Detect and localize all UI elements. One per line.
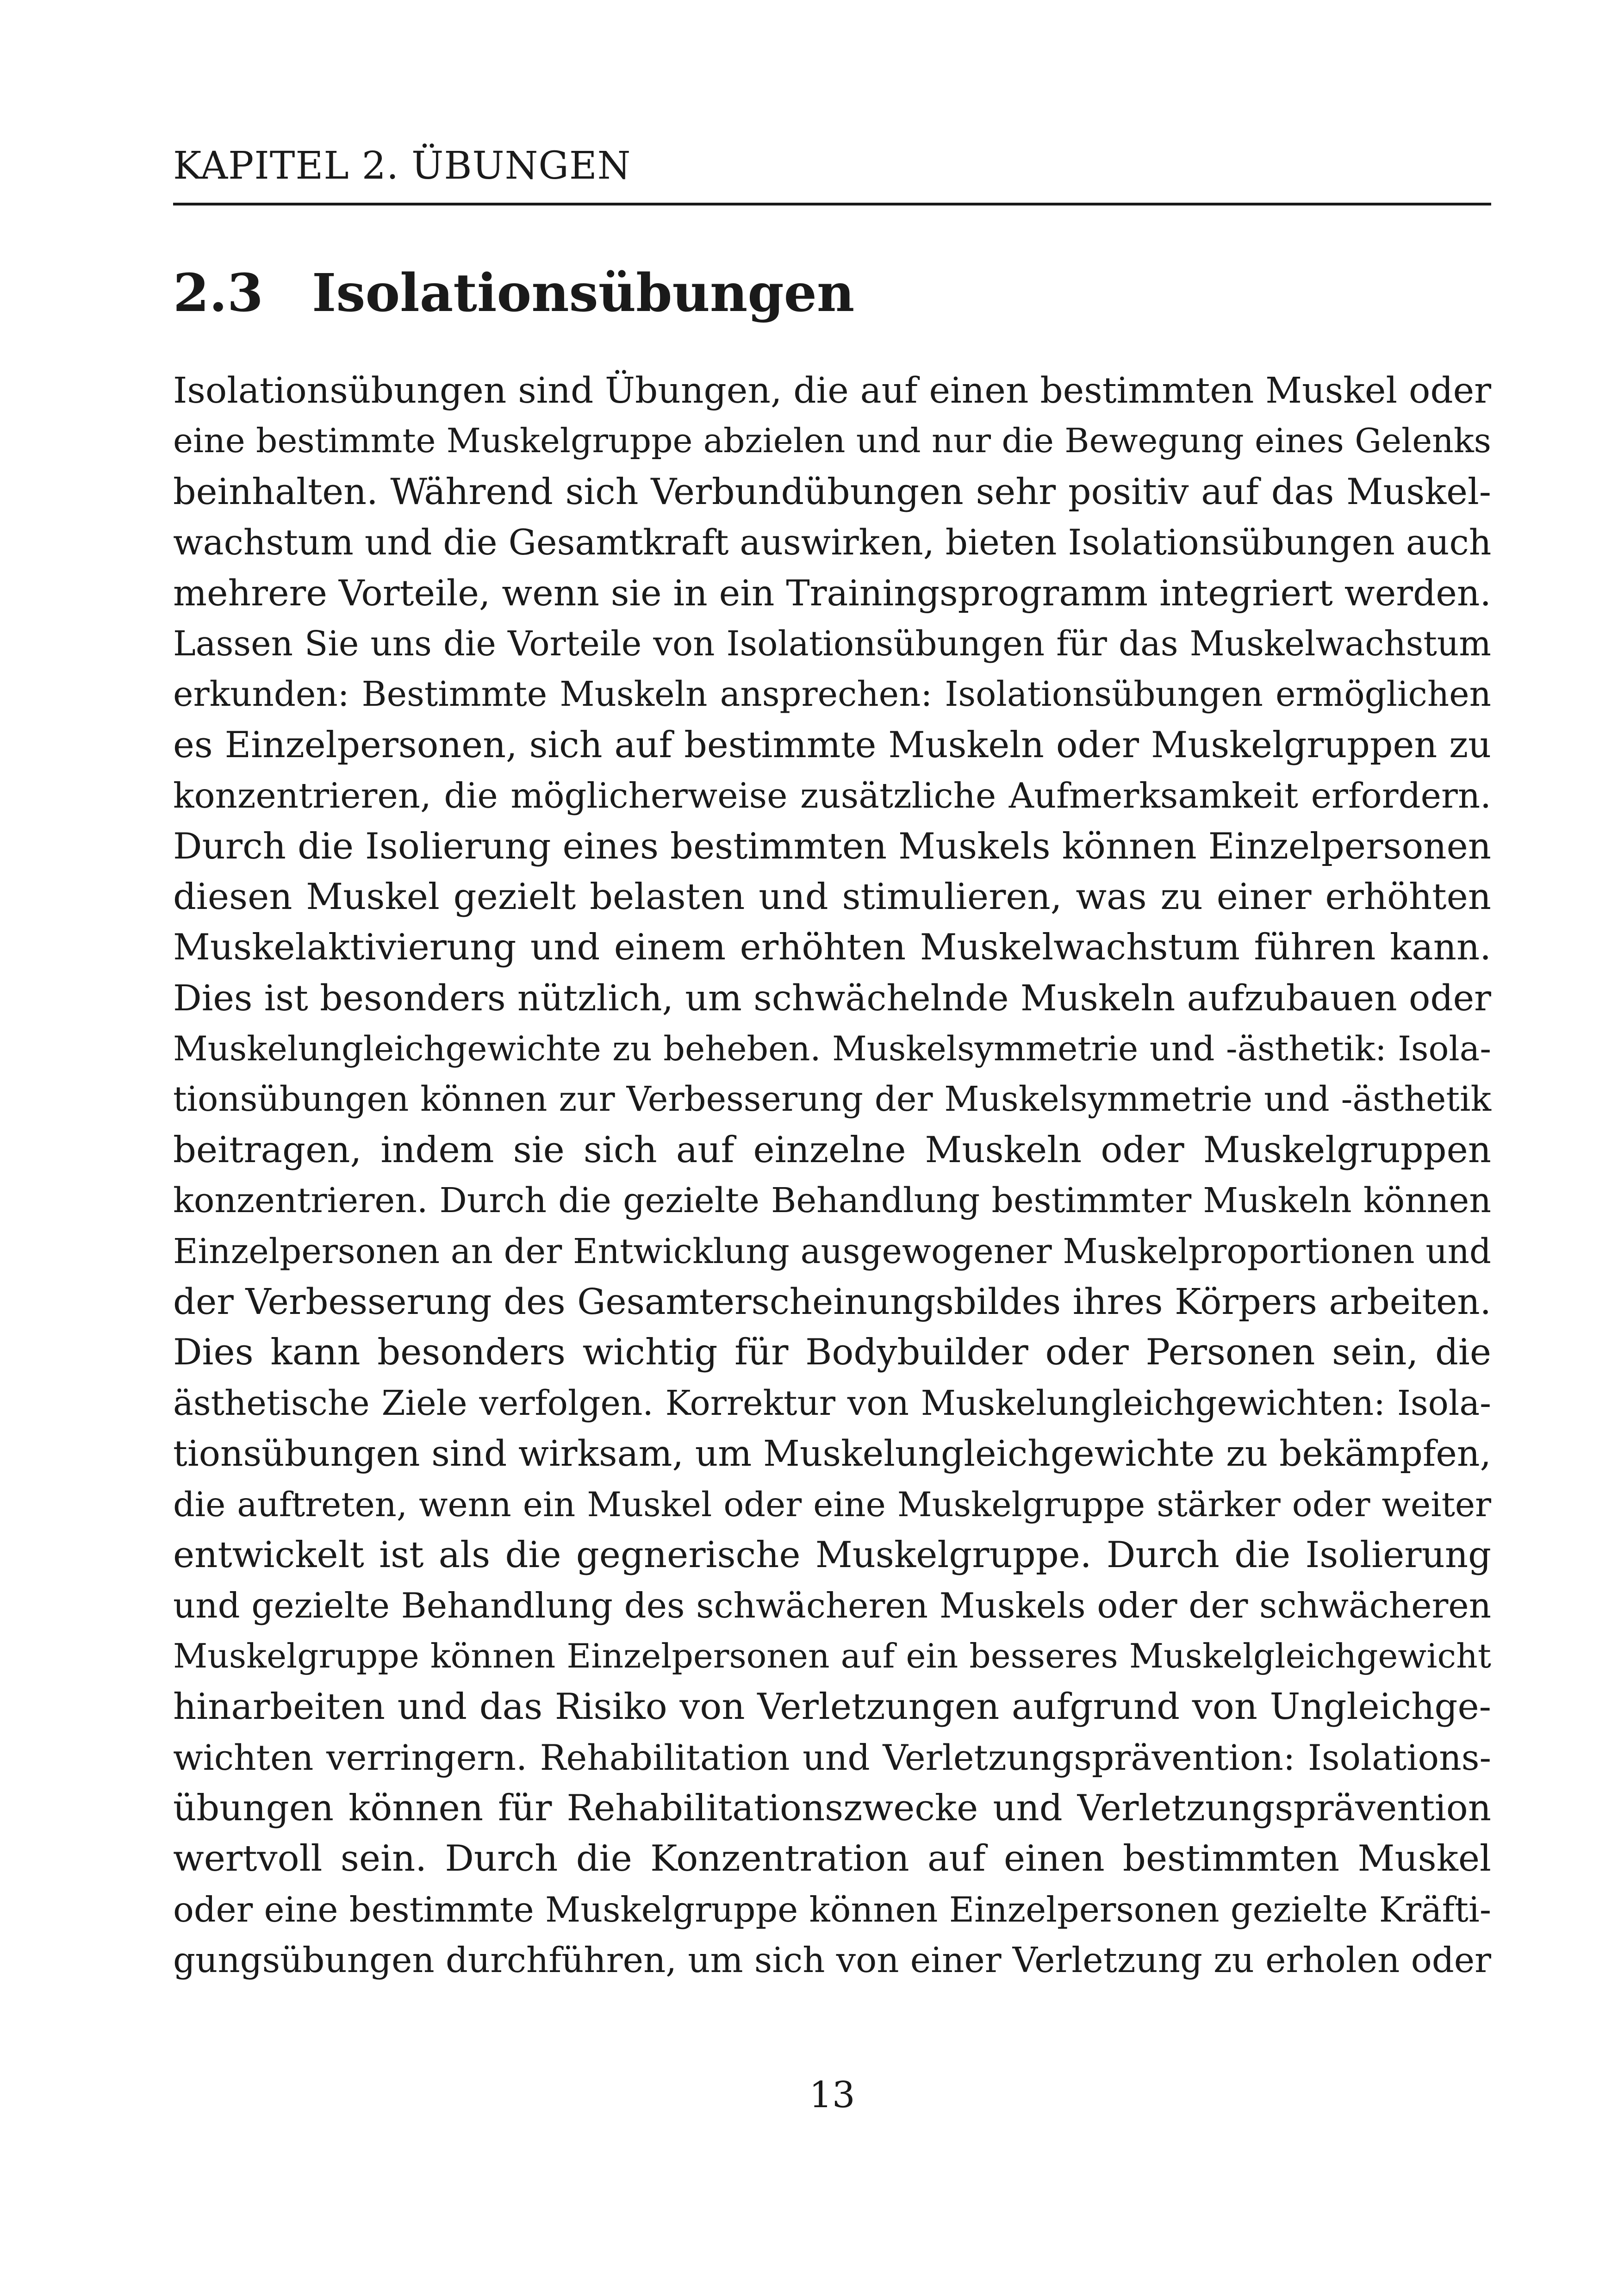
text-line: Muskelungleichgewichte zu beheben. Muskelsymmetrie und -ästhetik: Isola- [173,1029,1491,1069]
text-line: ästhetische Ziele verfolgen. Korrektur von Muskelungleichgewichten: Isola- [173,1383,1491,1423]
text-line: Dies kann besonders wichtig für Bodybuilder oder Personen sein, die [173,1332,1491,1374]
text-line: übungen können für Rehabilitationszwecke und Verletzungsprävention [173,1787,1491,1829]
text-line: die auftreten, wenn ein Muskel oder eine Muskelgruppe stärker oder weiter [173,1485,1491,1524]
text-line: eine bestimmte Muskelgruppe abzielen und nur die Bewegung eines Gelenks [173,422,1491,461]
section-title: Isolationsübungen [312,263,855,324]
running-head: KAPITEL 2. ÜBUNGEN [173,144,631,188]
text-line: es Einzelpersonen, sich auf bestimmte Muskeln oder Muskelgruppen zu [173,724,1491,766]
text-line: konzentrieren, die möglicherweise zusätzliche Aufmerksamkeit erfordern. [173,775,1491,816]
text-line: und gezielte Behandlung des schwächeren Muskels oder der schwächeren [173,1585,1491,1626]
text-line: oder eine bestimmte Muskelgruppe können Einzelpersonen gezielte Kräfti- [173,1889,1491,1930]
text-line: Dies ist besonders nützlich, um schwächelnde Muskeln aufzubauen oder [173,977,1491,1019]
text-line: Muskelaktivierung und einem erhöhten Muskelwachstum führen kann. [173,927,1491,969]
body-paragraph [173,366,1491,1986]
text-line: gungsübungen durchführen, um sich von einer Verletzung zu erholen oder [173,1940,1491,1981]
text-line: hinarbeiten und das Risiko von Verletzungen aufgrund von Ungleichge- [173,1686,1491,1728]
page-number: 13 [809,2074,855,2116]
text-line: Isolationsübungen sind Übungen, die auf einen bestimmten Muskel oder [173,370,1491,411]
text-line: tionsübungen sind wirksam, um Muskelungleichgewichte zu bekämpfen, [173,1433,1491,1475]
text-line: Durch die Isolierung eines bestimmten Muskels können Einzelpersonen [173,825,1491,867]
text-line: wichten verringern. Rehabilitation und Verletzungsprävention: Isolations- [173,1737,1491,1778]
text-line: entwickelt ist als die gegnerische Muskelgruppe. Durch die Isolierung [173,1534,1491,1576]
text-line: Einzelpersonen an der Entwicklung ausgewogener Muskelproportionen und [173,1232,1491,1271]
text-line: beitragen, indem sie sich auf einzelne Muskeln oder Muskelgruppen [173,1129,1491,1171]
section-heading [173,263,1491,324]
text-line: Muskelgruppe können Einzelpersonen auf ein besseres Muskelgleichgewicht [173,1636,1491,1676]
text-line: der Verbesserung des Gesamterscheinungsbildes ihres Körpers arbeiten. [173,1282,1491,1323]
header-rule [173,203,1491,205]
text-line: wachstum und die Gesamtkraft auswirken, bieten Isolationsübungen auch [173,522,1492,563]
text-line: konzentrieren. Durch die gezielte Behandlung bestimmter Muskeln können [173,1181,1491,1221]
text-line: mehrere Vorteile, wenn sie in ein Trainingsprogramm integriert werden. [173,572,1491,614]
text-line: tionsübungen können zur Verbesserung der Muskelsymmetrie und -ästhetik [173,1080,1491,1120]
text-line: beinhalten. Während sich Verbundübungen sehr positiv auf das Muskel- [173,471,1491,513]
text-line: erkunden: Bestimmte Muskeln ansprechen: Isolationsübungen ermöglichen [173,675,1491,715]
text-line: diesen Muskel gezielt belasten und stimulieren, was zu einer erhöhten [173,876,1491,918]
text-line: Lassen Sie uns die Vorteile von Isolationsübungen für das Muskelwachstum [173,624,1491,664]
text-line: wertvoll sein. Durch die Konzentration auf einen bestimmten Muskel [173,1838,1491,1880]
section-number: 2.3 [173,263,263,324]
